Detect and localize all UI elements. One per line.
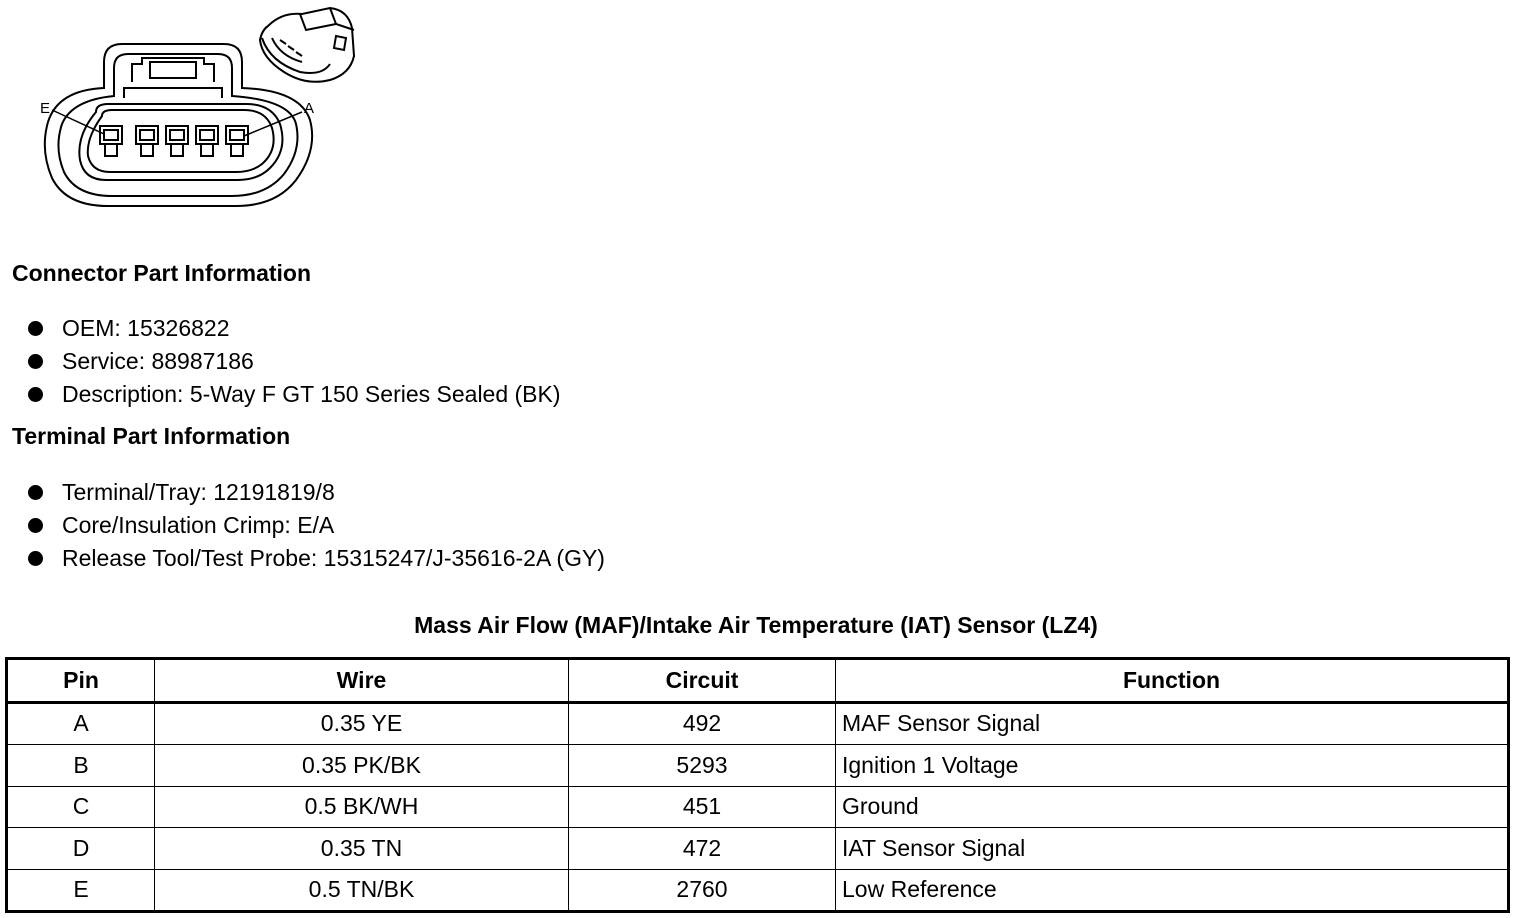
bullet-icon (28, 485, 43, 500)
bullet-icon (28, 354, 43, 369)
wire-cell: 0.5 BK/WH (155, 786, 569, 828)
circuit-cell: 2760 (569, 869, 836, 912)
table-header-row (7, 659, 1509, 703)
terminal-info-heading: Terminal Part Information (12, 423, 291, 449)
table-row (7, 786, 1509, 828)
bullet-icon (28, 551, 43, 566)
connector-info-list (28, 312, 561, 411)
pin-cell: C (7, 786, 155, 828)
circuit-cell: 472 (569, 828, 836, 870)
column-header-pin: Pin (7, 659, 155, 703)
function-cell: IAT Sensor Signal (836, 828, 1509, 870)
table-row (7, 702, 1509, 745)
cavity-e (100, 126, 122, 156)
circuit-cell: 492 (569, 702, 836, 745)
wire-cell: 0.35 YE (155, 702, 569, 745)
list-item (28, 542, 605, 575)
pin-cell: B (7, 745, 155, 787)
pin-cell: E (7, 869, 155, 912)
table-row (7, 828, 1509, 870)
column-header-function: Function (836, 659, 1509, 703)
function-cell: Ignition 1 Voltage (836, 745, 1509, 787)
list-item (28, 312, 561, 345)
column-header-circuit: Circuit (569, 659, 836, 703)
circuit-cell: 5293 (569, 745, 836, 787)
pinout-table (5, 657, 1510, 913)
terminal-label-a: A (304, 100, 315, 117)
connector-oem-text: OEM: 15326822 (62, 315, 230, 341)
table-row (7, 869, 1509, 912)
terminal-label-e: E (40, 100, 51, 117)
bullet-icon (28, 387, 43, 402)
wire-cell: 0.35 PK/BK (155, 745, 569, 787)
connector-description-text: Description: 5-Way F GT 150 Series Sealed (BK) (62, 381, 561, 407)
connector-info-heading: Connector Part Information (12, 260, 312, 286)
function-cell: Low Reference (836, 869, 1509, 912)
cavity-b (196, 126, 218, 156)
column-header-wire: Wire (155, 659, 569, 703)
list-item (28, 509, 605, 542)
wire-cell: 0.35 TN (155, 828, 569, 870)
table-caption: Mass Air Flow (MAF)/Intake Air Temperature (IAT) Sensor (LZ4) (414, 612, 1098, 638)
table-row (7, 745, 1509, 787)
list-item (28, 476, 605, 509)
wire-cell: 0.5 TN/BK (155, 869, 569, 912)
pin-cell: D (7, 828, 155, 870)
bullet-icon (28, 518, 43, 533)
cavity-a (226, 126, 248, 156)
terminal-info-list (28, 476, 605, 575)
circuit-cell: 451 (569, 786, 836, 828)
cavity-c (166, 126, 188, 156)
list-item (28, 378, 561, 411)
function-cell: MAF Sensor Signal (836, 702, 1509, 745)
connector-service-text: Service: 88987186 (62, 348, 254, 374)
connector-perspective-view (260, 8, 354, 82)
connector-diagram (30, 4, 370, 216)
terminal-tray-text: Terminal/Tray: 12191819/8 (62, 479, 335, 505)
pin-cell: A (7, 702, 155, 745)
list-item (28, 345, 561, 378)
core-insulation-crimp-text: Core/Insulation Crimp: E/A (62, 512, 335, 538)
cavity-d (136, 126, 158, 156)
function-cell: Ground (836, 786, 1509, 828)
bullet-icon (28, 321, 43, 336)
release-tool-text: Release Tool/Test Probe: 15315247/J-35616-2A (GY) (62, 545, 605, 571)
